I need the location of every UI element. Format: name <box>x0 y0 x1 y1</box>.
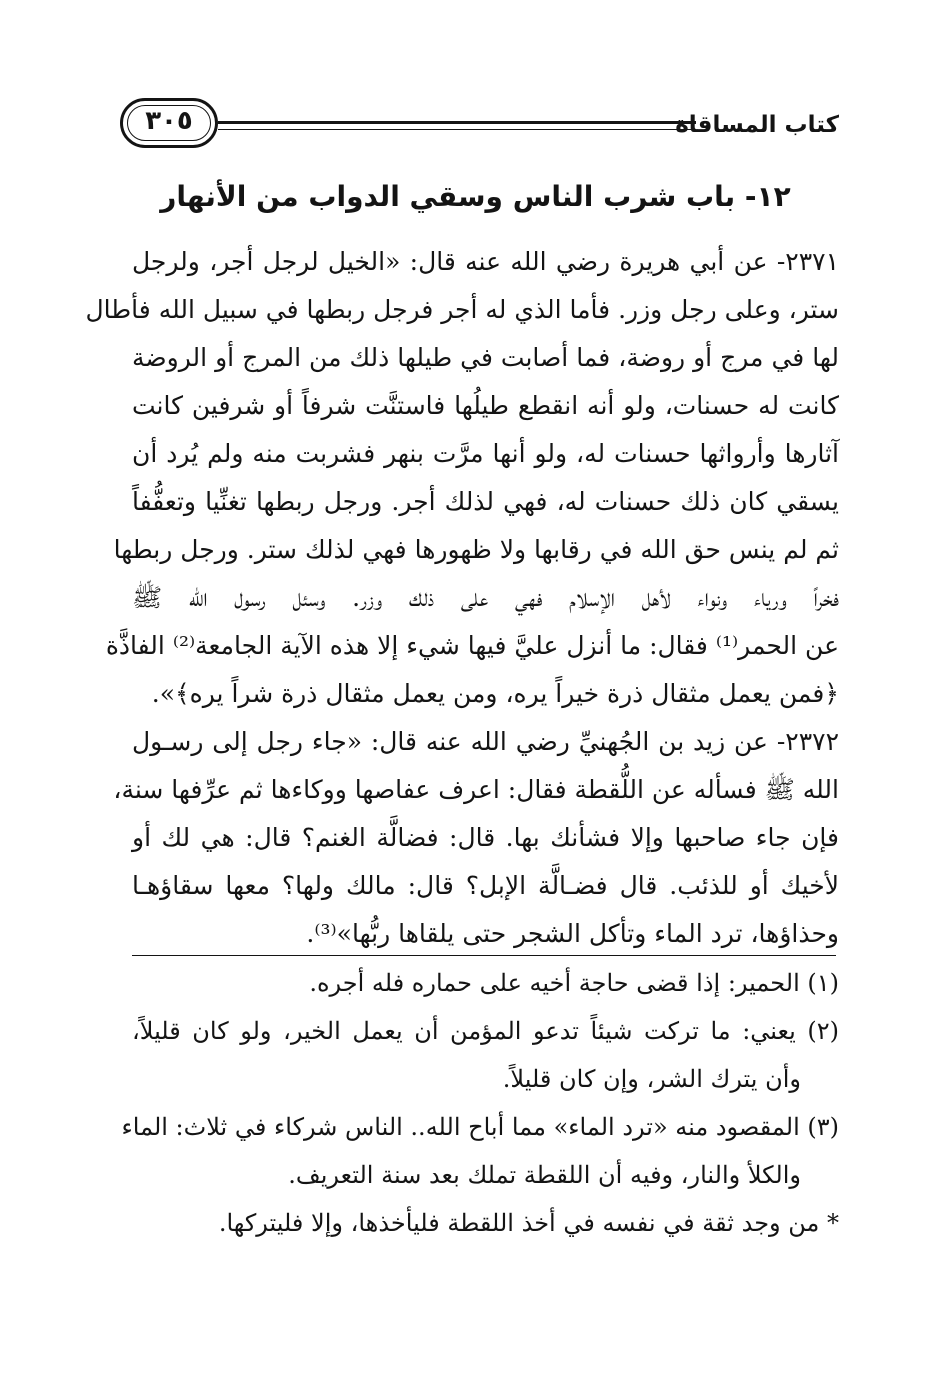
body-line: ٢٣٧١- عن أبي هريرة رضي الله عنه قال: «الخيل لرجل أجر، ولرجل <box>132 247 839 276</box>
footnote-separator <box>132 955 836 956</box>
header-rule <box>218 121 696 130</box>
chapter-heading: ١٢- باب شرب الناس وسقي الدواب من الأنهار <box>160 180 791 213</box>
body-line: ٢٣٧٢- عن زيد بن الجُهنيِّ رضي الله عنه قال: «جاء رجل إلى رسـول <box>132 727 839 756</box>
body-line: يسقي كان ذلك حسنات له، فهي لذلك أجر. ورجل ربطها تغنِّيا وتعفُّفاً <box>132 487 839 516</box>
body-line: عن الحمر⁽¹⁾ فقال: ما أنزل عليَّ فيها شيء إلا هذه الآية الجامعة⁽²⁾ الفاذَّة <box>105 631 839 660</box>
body-line: وحذاؤها، ترد الماء وتأكل الشجر حتى يلقاها ربُّها»⁽³⁾. <box>306 919 839 948</box>
page-number: ٣٠٥ <box>145 106 193 136</box>
page-number-frame <box>120 98 218 148</box>
body-line: آثارها وأرواثها حسنات له، ولو أنها مرَّت بنهر فشربت منه ولم يُرد أن <box>132 439 839 468</box>
body-line: الله ﷺ فسأله عن اللُّقطة فقال: اعرف عفاصها ووكاءها ثم عرِّفها سنة، <box>113 775 839 804</box>
footnote-line: (١) الحمير: إذا قضى حاجة أخيه على حماره فله أجره. <box>309 969 839 997</box>
footnote-line: (٣) المقصود منه «ترد الماء» مما أباح الله.. الناس شركاء في ثلاث: الماء <box>121 1113 839 1141</box>
body-line: ثم لم ينس حق الله في رقابها ولا ظهورها فهي لذلك ستر. ورجل ربطها <box>113 535 839 564</box>
body-line: لها في مرج أو روضة، فما أصابت في طيلها ذلك من المرج أو الروضة <box>132 343 839 372</box>
footnote-line: والكلأ والنار، وفيه أن اللقطة تملك بعد سنة التعريف. <box>288 1161 801 1189</box>
running-header-title: كتاب المساقاة <box>675 112 839 138</box>
footnote-line: * من وجد ثقة في نفسه في أخذ اللقطة فليأخذها، وإلا فليتركها. <box>218 1209 839 1237</box>
body-line: ﴿فمن يعمل مثقال ذرة خيراً يره، ومن يعمل مثقال ذرة شراً يره﴾». <box>151 679 839 708</box>
footnote-line: (٢) يعني: ما تركت شيئاً تدعو المؤمن أن يعمل الخير، ولو كان قليلاً، <box>132 1017 839 1045</box>
body-line: ستر، وعلى رجل وزر. فأما الذي له أجر فرجل ربطها في سبيل الله فأطال <box>85 295 839 324</box>
body-line: فخراً ورياء ونواء لأهل الإسلام فهي على ذلك وزر. وسئل رسول الله ﷺ <box>132 583 839 612</box>
footnote-line: وأن يترك الشر، وإن كان قليلاً. <box>502 1065 801 1093</box>
body-line: لأخيك أو للذئب. قال فضـالَّة الإبل؟ قال: مالك ولها؟ معها سقاؤهـا <box>132 871 839 900</box>
body-line: كانت له حسنات، ولو أنه انقطع طيلُها فاستنَّت شرفاً أو شرفين كانت <box>132 391 839 420</box>
body-line: فإن جاء صاحبها وإلا فشأنك بها. قال: فضالَّة الغنم؟ قال: هي لك أو <box>132 823 839 852</box>
